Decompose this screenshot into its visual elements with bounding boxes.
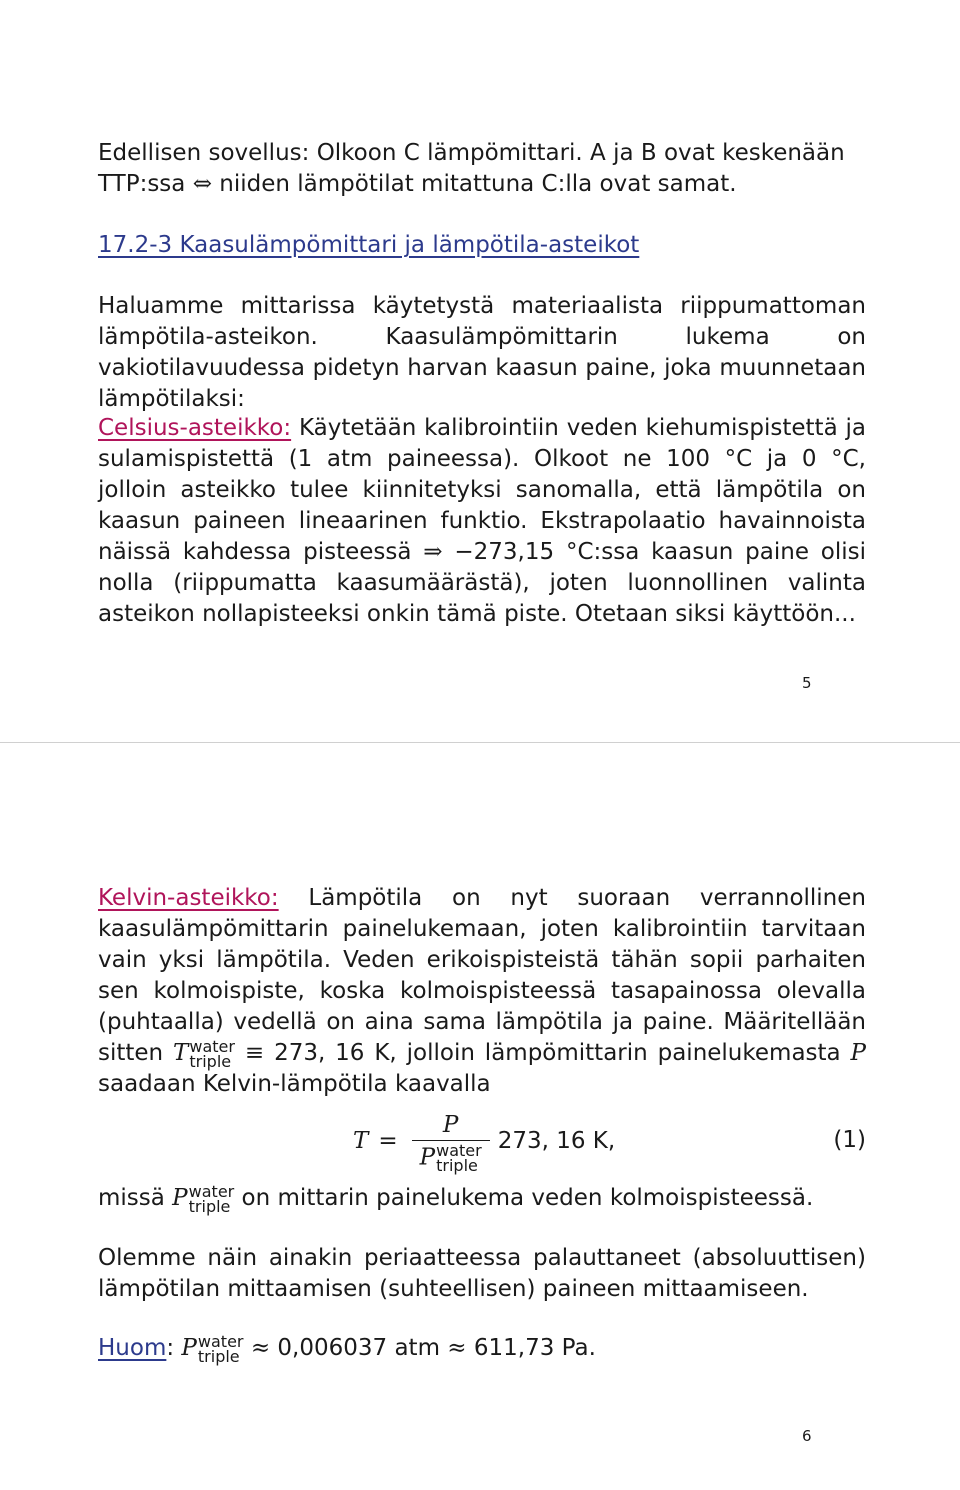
- kelvin-text-a: Lämpötila on nyt suoraan verrannollinen kaasulämpömittarin painelukemaan, joten kalibrointiin tarvitaan vain yksi lämpötila. Veden erikoispisteistä tähän sopii parhaiten sen kolmoispiste, koska kolmoispisteessä tasapainossa olevalla (puhtaalla) vedellä on aina sama lämpötila ja paine. Määritellään sitten: [98, 885, 866, 1066]
- equals-sign: =: [378, 1127, 398, 1154]
- temperature-symbol: T: [173, 1040, 189, 1066]
- kelvin-term: Kelvin-asteikko:: [98, 885, 279, 911]
- celsius-text-b: −273,15 °C:ssa kaasun paine olisi nolla (riippumatta kaasumäärästä), joten luonnollinen valinta asteikon nollapisteeksi onkin tämä piste. Otetaan siksi käyttöön...: [98, 539, 866, 627]
- den-sub: triple: [436, 1155, 478, 1175]
- where-sup: water: [188, 1181, 235, 1201]
- iff-arrow-icon: ⇔: [192, 171, 212, 197]
- approx-symbol-2: ≈: [447, 1335, 467, 1361]
- script-sup: water: [189, 1036, 235, 1056]
- script-sub: triple: [189, 1051, 232, 1071]
- kelvin-text-c: saadaan Kelvin-lämpötila kaavalla: [98, 1071, 491, 1097]
- celsius-term: Celsius-asteikko:: [98, 415, 292, 441]
- page-5: [0, 0, 960, 742]
- note-colon: :: [166, 1335, 182, 1361]
- equation-lhs: T: [353, 1127, 369, 1154]
- equation-number: (1): [833, 1127, 866, 1153]
- page-number: 5: [802, 674, 812, 692]
- kelvin-text-b: , jolloin lämpömittarin painelukemasta: [389, 1040, 851, 1066]
- where-sub: triple: [188, 1196, 231, 1216]
- paragraph-celsius: [98, 413, 866, 630]
- paragraph-kelvin: [98, 883, 866, 1100]
- section-heading-text: 17.2-3 Kaasulämpömittari ja lämpötila-asteikot: [98, 232, 640, 258]
- triple-point-script: [189, 1036, 235, 1071]
- page-6: [0, 742, 960, 1490]
- paragraph-note: [98, 1333, 866, 1364]
- fraction-numerator: P: [442, 1111, 459, 1138]
- note-sub: triple: [197, 1346, 240, 1366]
- page-number: 6: [802, 1427, 812, 1445]
- note-value-pa: 611,73 Pa.: [473, 1335, 596, 1361]
- where-prefix: missä: [98, 1185, 173, 1211]
- equation-factor: 273, 16 K,: [497, 1127, 616, 1154]
- paragraph-conclusion: Olemme näin ainakin periaatteessa palauttaneet (absoluuttisen) lämpötilan mittaamisen (suhteellisen) paineen mittaamiseen.: [98, 1245, 866, 1302]
- where-script: [188, 1181, 235, 1216]
- paragraph-intro-scale: Haluamme mittarissa käytetystä materiaalista riippumattoman lämpötila-asteikon. Kaasulämpömittarin lukema on vakiotilavuudessa pidetyn harvan kaasun paine, joka muunnetaan lämpötilaksi:: [98, 293, 866, 412]
- triple-point-value: 273, 16 K: [274, 1040, 390, 1066]
- note-script: [197, 1331, 244, 1366]
- note-pressure-symbol: P: [181, 1335, 197, 1361]
- approx-symbol-1: ≈: [250, 1335, 271, 1361]
- fraction-denominator: [412, 1140, 490, 1173]
- celsius-text-a: Käytetään kalibrointiin veden kiehumispistettä ja sulamispistettä (1 atm paineessa). Olkoot ne 100 °C ja 0 °C, jolloin asteikko tulee kiinnitetyksi sanomalla, että lämpötila on kaasun paineen lineaarinen funktio. Ekstrapolaatio havainnoista näissä kahdessa pisteessä: [98, 415, 866, 565]
- den-sup: water: [436, 1140, 482, 1160]
- denominator-symbol: P: [419, 1144, 436, 1170]
- where-pressure-symbol: P: [172, 1185, 188, 1211]
- implies-arrow-icon: ⇒: [423, 539, 443, 565]
- intro-line-2a: TTP:ssa: [98, 171, 186, 197]
- intro-line-2b: niiden lämpötilat mitattuna C:lla ovat samat.: [219, 171, 737, 197]
- note-sup: water: [197, 1331, 244, 1351]
- note-label: Huom: [98, 1335, 167, 1361]
- note-value-atm: 0,006037 atm: [277, 1335, 440, 1361]
- pressure-fraction: [412, 1110, 490, 1173]
- kelvin-equation: [98, 1105, 866, 1177]
- paragraph-where: [98, 1183, 866, 1214]
- section-heading: [98, 230, 866, 261]
- denominator-script: [436, 1140, 482, 1175]
- where-text: on mittarin painelukema veden kolmoispisteessä.: [234, 1185, 814, 1211]
- pressure-symbol: P: [850, 1040, 867, 1066]
- equivalence-symbol: ≡: [244, 1040, 265, 1066]
- intro-line-1: Edellisen sovellus: Olkoon C lämpömittari. A ja B ovat keskenään: [98, 140, 845, 166]
- intro-paragraph: [98, 138, 866, 200]
- equation-body: [353, 1105, 615, 1177]
